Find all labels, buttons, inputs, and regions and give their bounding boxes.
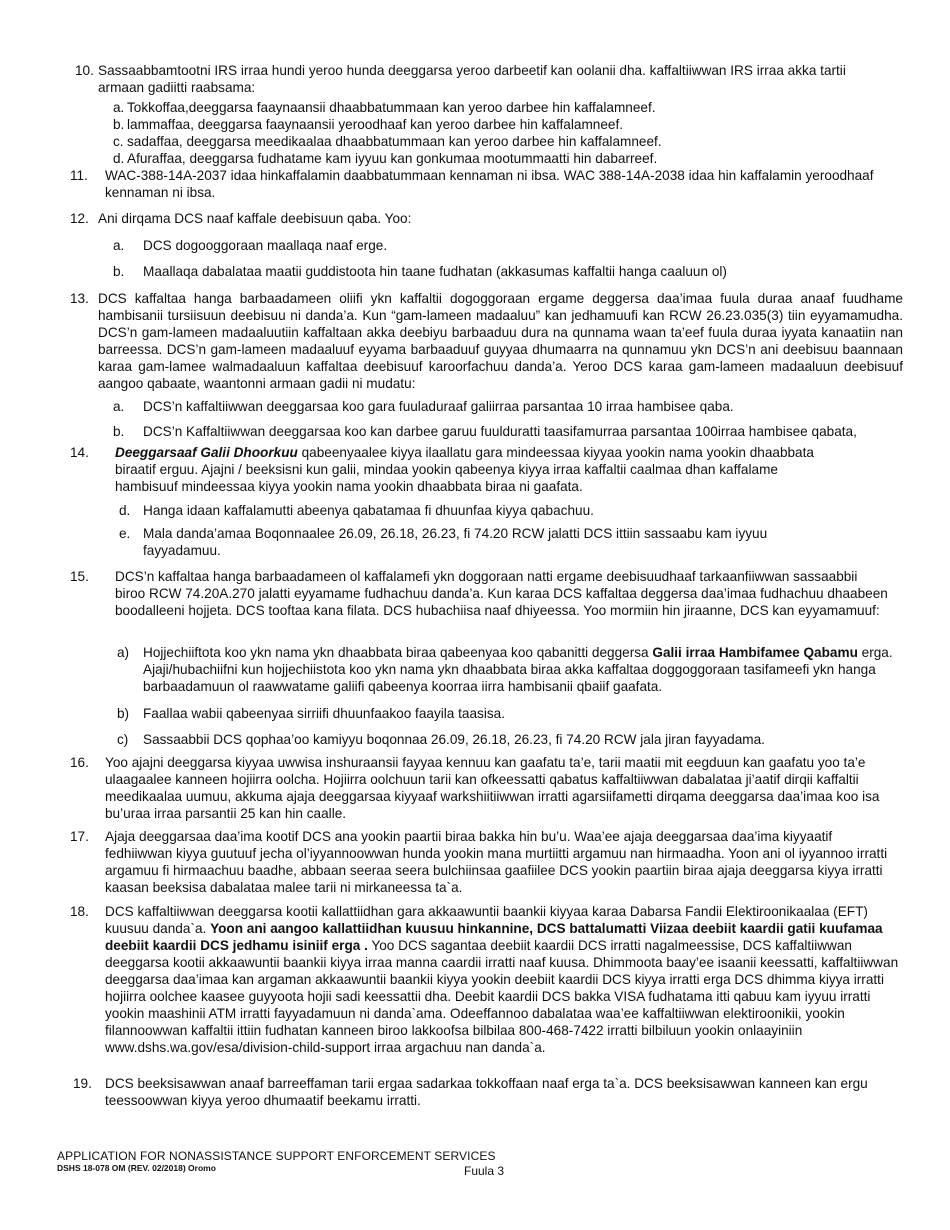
item-13-sub-a: a. DCS’n kaffaltiiwwan deeggarsaa koo gara fuuladuraaf galiirraa parsantaa 10 irraa hambisee qaba. [113,399,734,414]
item-15-sub-a: a) Hojjechiiftota koo ykn nama ykn dhaabbata biraa qabeenyaa koo qabanitti deggersa Galii irraa Hambifamee Qabamu erga. Ajaji/hubachiifni kun hojjechiistota koo ykn nama ykn dhaabbata biraa akka kaffaltaa doggoggoraan tasifameefi ykn hanga barbaadamuun ol raawwatame galiifi qabeenya koorraa iirra hambisanii qbaiif gaafata. [117,645,893,694]
item-13-sub-b: b. DCS’n Kaffaltiiwwan deeggarsaa koo kan darbee garuu fuulduratti taasifamurraa parsantaa 100irraa hambisee qabata, [113,424,857,439]
item-12-sub-b: b. Maallaqa dabalataa maatii guddistoota hin taane fudhatan (akkasumas kaffaltii hanga caaluun ol) [113,264,727,279]
item-text: Deeggarsaaf Galii Dhoorkuu qabeenyaalee kiyya ilaallatu gara mindeessaa kiyyaa yookin nama yookin dhaabbata biraatif erguu. Ajajni / beeksisni kun galii, mindaa yookin qabeenya kiyya irraa kaffaltii caalmaa dhan kaffalame hambisuuf mindeessaa kiyya yookin nama yookin dhaabbata biraa ni gaafata. [115,445,814,494]
item-18: 18. DCS kaffaltiiwwan deeggarsa kootii kallattiidhan gara akkaawuntii baankii kiyyaa karaa Dabarsa Fandii Elektiroonikaalaa (EFT) kuusuu danda`a. Yoon ani aangoo kallattiidhan kuusuu hinkannine, DCS battalumatti Viizaa deebiit kaardii gatii kuufamaa deebiit kaardii DCS jedhamu isiniif erga . Yoo DCS sagantaa deebiit kaardii DCS irratti nagalmeessise, DCS kaffaltiiwwan deeggarsa kootii akkaawuntii baankii kiyya irraa manna caardii irratti naaf kuusa. Dhimmoota baay’ee isaanii keessatti, kaffaltiiwwan deeggarsa daa’imaa kan argaman akkaawuntii baankii kiyya yookin deebiit kaardii DCS kiyya irratti erga DCS dhimma kiyya irratti hojiirra oolchee kaasee guyyoota hojii sadi keessattii dha. Deebit kaardii DCS bakka VISA fudhatama itti qabuu kam iyyuu irratti yookin maashinii ATM irratti fayyadamuun ni danda`ama. Odeeffannoo dabalataa waa’ee kaffaltiiwwan elektiroonikii, yookin filannoowwan kaffaltii ittiin fudhatan kanneen biroo lakkoofsa bilbilaa 800-468-7422 irratti bilbiluun yookin onlaayiniin www.dshs.wa.gov/esa/division-child-support irraa argachuu nan danda`a. [70,904,899,1055]
item-13: 13. DCS kaffaltaa hanga barbaadameen oliifi ykn kaffaltii dogoggoraan ergame deggersa daa’imaa fuula duraa anaaf fuudhame hambisanii tursiisuun deebisuu ni danda’a. Kun “gam-lameen madaaluu” kan jedhamuufi kan RCW 26.23.035(3) tiin eyyamamudha. DCS’n gam-lameen madaaluutiin kaffaltaan akka deebiyu barbaaduu dura na qunnama waan ta’eef fuula duraa iyyata kanaatiin nan barreessa. DCS’n gam-lameen madaaluuf eyyama barbaaduuf guyyaa dhumaarra na qunnamuu ykn DCS’n ani deebisuu baannaan karaa gam-lamee walmadaaluun kaffaltaa deebisuuf karoorfachuu danda’a. Yeroo DCS karaa gam-lameen madaaluun deebisuuf aangoo qabaate, waantonni armaan gadii ni mudatu: [70,291,903,391]
item-text: DCS beeksisawwan anaaf barreeffaman tarii ergaa sadarkaa tokkoffaan naaf erga ta`a. DCS beeksisawwan kanneen kan ergu teessoowwan kiyya yeroo dhumaatif beekamu irratti. [105,1076,868,1108]
item-16: 16. Yoo ajajni deeggarsa kiyyaa uwwisa inshuraansii fayyaa kennuu kan gaafatu ta’e, tarii maatii mit eegduun kan gaafatu yoo ta’e ulaagaalee kanneen hojiirra oolcha. Hojiirra oolchuun tarii kan ofkeessatti qabatus kaffaltiiwwan dabalataa ji’aatif dirqii kaffaltii meedikaalaa uumuu, akkuma ajaja deeggarsaa kiyyaaf warkshiitiiwwan irratti agarsiifametti dirqama deeggarsa daa’imaa koo isa bu’uraa irraa parsantii 25 kan hin caalle. [70,754,900,822]
item-text: Yoo ajajni deeggarsa kiyyaa uwwisa inshuraansii fayyaa kennuu kan gaafatu ta’e, tarii maatii mit eegduun kan gaafatu yoo ta’e ulaagaalee kanneen hojiirra oolcha. Hojiirra oolchuun tarii kan ofkeessatti qabatus kaffaltiiwwan dabalataa ji’aatif dirqii kaffaltii meedikaalaa uumuu, akkuma ajaja deeggarsaa kiyyaaf warkshiitiiwwan irratti agarsiifametti dirqama deeggarsa daa’imaa koo isa bu’uraa irraa parsantii 25 kan hin caalle. [105,755,880,821]
item-12: 12. Ani dirqama DCS naaf kaffale deebisuun qaba. Yoo: [70,210,890,227]
item-text: DCS kaffaltaa hanga barbaadameen oliifi ykn kaffaltii dogoggoraan ergame deggersa daa’imaa fuula duraa anaaf fuudhame hambisanii tursiisuun deebisuu ni danda’a. Kun “gam-lameen madaaluu” kan jedhamuufi kan RCW 26.23.035(3) tiin eyyamamudha. DCS’n gam-lameen madaaluutiin kaffaltaan akka deebiyu barbaaduu dura na qunnama waan ta’eef fuula duraa iyyata kanaatiin nan barreessa. DCS’n gam-lameen madaaluuf eyyama barbaaduuf guyyaa dhumaarra na qunnamuu ykn DCS’n ani deebisuu baannaan karaa gam-lamee walmadaaluun kaffaltaa deebisuuf karoorfachuu danda’a. Yeroo DCS karaa gam-lameen madaaluun deebisuuf aangoo qabaate, waantonni armaan gadii ni mudatu: [98,291,903,391]
item-15: 15. DCS’n kaffaltaa hanga barbaadameen ol kaffalamefi ykn doggoraan natti ergame deebisuudhaaf tarkaanfiiwwan sassaabbii biroo RCW 74.20A.270 jalatti eyyamame fudhachuu danda’a. Kun karaa DCS kaffaltaa deggersa daa’imaa fudhachuu dhaabeen boodalleeni hojjeta. DCS tooftaa kana filata. DCS hubachiisa naaf dhiyeessa. Yoo mormiin hin jiraanne, DCS kan eyyamamuuf: [70,568,890,619]
item-15-sub-b: b) Faallaa wabii qabeenyaa sirriifi dhuunfaakoo faayila taasisa. [117,706,505,721]
item-text: DCS’n kaffaltaa hanga barbaadameen ol kaffalamefi ykn doggoraan natti ergame deebisuudhaaf tarkaanfiiwwan sassaabbii biroo RCW 74.20A.270 jalatti eyyamame fudhachuu danda’a. Kun karaa DCS kaffaltaa deggersa daa’imaa fudhachuu dhaabeen boodalleeni hojjeta. DCS tooftaa kana filata. DCS hubachiisa naaf dhiyeessa. Yoo mormiin hin jiraanne, DCS kan eyyamamuuf: [115,569,888,618]
item-12-sub-a: a. DCS dogooggoraan maallaqa naaf erge. [113,238,388,253]
page-number: Fuula 3 [464,1164,505,1178]
item-17: 17. Ajaja deeggarsaa daa’ima kootif DCS ana yookin paartii biraa bakka hin bu’u. Waa’ee ajaja deeggarsaa daa’ima kiyyaatif fedhiiwwan kiyya guutuuf jecha ol’iyyannoowwan hunda yookin mana murtiitti argamuu nan hirmaadha. Yoon ani ol iyyannoo irratti argamuu fi hirmaachuu baadhe, abbaan seeraa seera bulchiinsaa gaafiilee DCS yookin paartiin biraa ajaja deeggarsa kiyya irratti kaasan beeksisa dabalataa malee tarii ni mirkaneessa ta`a. [70,828,900,896]
item-19: 19. DCS beeksisawwan anaaf barreeffaman tarii ergaa sadarkaa tokkoffaan naaf erga ta`a. DCS beeksisawwan kanneen kan ergu teessoowwan kiyya yeroo dhumaatif beekamu irratti. [73,1075,900,1109]
item-14-sub-d: d. Hanga idaan kaffalamutti abeenya qabatamaa fi dhuunfaa kiyya qabachuu. [119,503,594,518]
item-text: Ani dirqama DCS naaf kaffale deebisuun qaba. Yoo: [98,211,412,226]
item-10-sub-a: a. Tokkoffaa,deeggarsa faaynaansii dhaabbatummaan kan yeroo darbee hin kaffalamneef. [113,100,656,115]
item-number: 10. [75,63,94,78]
item-text: WAC-388-14A-2037 idaa hinkaffalamin daabbatummaan kennaman ni ibsa. WAC 388-14A-2038 idaa hin kaffalamin yeroodhaaf kennaman ni ibsa. [105,168,874,200]
item-text: DCS kaffaltiiwwan deeggarsa kootii kallattiidhan gara akkaawuntii baankii kiyyaa karaa Dabarsa Fandii Elektiroonikaalaa (EFT) kuusuu danda`a. Yoon ani aangoo kallattiidhan kuusuu hinkannine, DCS battalumatti Viizaa deebiit kaardii gatii kuufamaa deebiit kaardii DCS jedhamu isiniif erga . Yoo DCS sagantaa deebiit kaardii DCS irratti nagalmeessise, DCS kaffaltiiwwan deeggarsa kootii akkaawuntii baankii kiyya irraa manna caardii irratti naaf kuusa. Dhimmoota baay’ee isaanii keessatti, kaffaltiiwwan deeggarsa daa’imaa kan argaman akkaawuntii baankii kiyya yookin deebiit kaardii DCS kiyya irratti erga DCS dhimma kiyya irratti hojiirra oolchee kaasee guyyoota hojii sadi keessattii dha. Deebit kaardii DCS bakka VISA fudhatama itti qabuu kam iyyuu irratti yookin maashinii ATM irratti fayyadamuun ni danda`ama. Odeeffannoo dabalataa waa’ee kaffaltiiwwan elektiroonikii, yookin filannoowwan kaffaltii ittiin fudhatan kanneen biroo lakkoofsa bilbilaa 800-468-7422 irratti bilbiluun yookin onlaayiniin www.dshs.wa.gov/esa/division-child-support irraa argachuu nan danda`a. [105,904,899,1055]
item-10-sub-d: d. Afuraffaa, deeggarsa fudhatame kam iyyuu kan gonkumaa mootummaatti hin dabarreef. [113,151,658,166]
item-10-sub-c: c. sadaffaa, deeggarsa meedikaalaa dhaabbatummaan kan yeroo darbee hin kaffalamneef. [113,134,662,149]
item-14-sub-e: e. Mala danda’amaa Boqonnaalee 26.09, 26.18, 26.23, fi 74.20 RCW jalatti DCS ittiin sassaabu kam iyyuu fayyadamuu. [119,526,768,558]
item-10-sub-b: b. lammaffaa, deeggarsa faaynaansii yeroodhaaf kan yeroo darbee hin kaffalamneef. [113,117,623,132]
item-10 [75,62,885,96]
term-lead: Deeggarsaaf Galii Dhoorkuu [115,445,298,460]
form-title: APPLICATION FOR NONASSISTANCE SUPPORT ENFORCEMENT SERVICES [57,1149,496,1163]
item-15-sub-c: c) Sassaabbii DCS qophaa’oo kamiyyu boqonnaa 26.09, 26.18, 26.23, fi 74.20 RCW jala jiran fayyadama. [117,732,765,747]
item-14: 14. Deeggarsaaf Galii Dhoorkuu qabeenyaalee kiyya ilaallatu gara mindeessaa kiyyaa yookin nama yookin dhaabbata biraatif erguu. Ajajni / beeksisni kun galii, mindaa yookin qabeenya kiyya irraa kaffaltii caalmaa dhan kaffalame hambisuuf mindeessaa kiyya yookin nama yookin dhaabbata biraa ni gaafata. [70,444,820,495]
item-text: Ajaja deeggarsaa daa’ima kootif DCS ana yookin paartii biraa bakka hin bu’u. Waa’ee ajaja deeggarsaa daa’ima kiyyaatif fedhiiwwan kiyya guutuuf jecha ol’iyyannoowwan hunda yookin mana murtiitti argamuu nan hirmaadha. Yoon ani ol iyyannoo irratti argamuu fi hirmaachuu baadhe, abbaan seeraa seera bulchiinsaa gaafiilee DCS yookin paartiin biraa ajaja deeggarsa kiyya irratti kaasan beeksisa dabalataa malee tarii ni mirkaneessa ta`a. [105,829,888,895]
item-text: Sassaabbamtootni IRS irraa hundi yeroo hunda deeggarsa yeroo darbeetif kan oolanii dha. kaffaltiiwwan IRS irraa akka tartii armaan gadiitti raabsama: [98,63,846,95]
item-11: 11. WAC-388-14A-2037 idaa hinkaffalamin daabbatummaan kennaman ni ibsa. WAC 388-14A-2038 idaa hin kaffalamin yeroodhaaf kennaman ni ibsa. [70,167,890,201]
form-id: DSHS 18-078 OM (REV. 02/2018) Oromo [57,1163,216,1173]
